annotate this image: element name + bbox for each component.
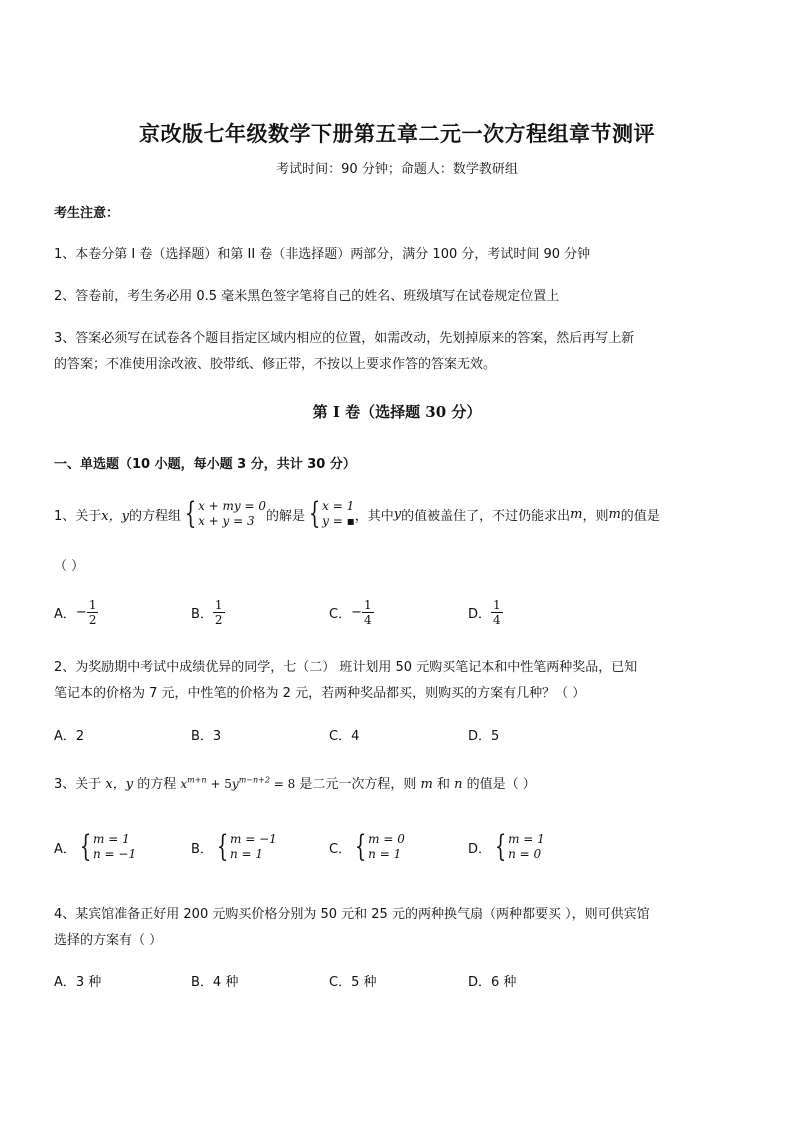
option-label: B． — [191, 841, 213, 857]
q3-equals: = 8 — [269, 777, 296, 791]
q2-line-2: 笔记本的价格为 7 元，中性笔的价格为 2 元，若两种奖品都买，则购买的方案有几种？（ ） — [54, 686, 586, 701]
q3-text: 3、关于 — [54, 777, 106, 792]
fraction: $\frac{1}{2}$ — [88, 598, 97, 627]
q1-vars: x，y — [101, 508, 129, 524]
q1-solution-system — [305, 496, 355, 531]
fraction: $\frac{1}{4}$ — [493, 598, 501, 627]
q1-eq1: x + my = 0 — [198, 499, 267, 513]
option-label: D． — [468, 841, 492, 857]
q1-equation-system — [181, 496, 267, 531]
q2-option-d[interactable]: D．5 — [468, 729, 500, 744]
section-title: 第 I 卷（选择题 30 分） — [312, 403, 482, 421]
q3-text: 的方程 — [133, 777, 181, 792]
notice-item-2: 2、答卷前，考生务必用 0.5 毫米黑色签字笔将自己的姓名、班级填写在试卷规定位置上 — [54, 289, 560, 304]
q3-option-b[interactable]: B． { m = −1 n = 1 — [191, 829, 277, 864]
q3-base-x: x — [180, 777, 188, 791]
brace: { — [354, 829, 367, 864]
q3-exp-2: m−n+2 — [238, 775, 270, 785]
q3-text: 和 — [432, 777, 455, 792]
option-label: C． — [329, 841, 352, 857]
notice-item-3-line-2: 的答案；不准使用涂改液、胶带纸、修正带，不按以上要求作答的答案无效。 — [54, 357, 497, 372]
q1-option-a[interactable] — [54, 598, 98, 627]
q4-option-d[interactable]: D．6 种 — [468, 975, 517, 990]
q1-text: 的值是 — [620, 508, 660, 524]
q2-option-a[interactable]: A．2 — [54, 729, 85, 744]
q2-line-1: 2、为奖励期中考试中成绩优异的同学，七（二） 班计划用 50 元购买笔记本和中性笔两种奖品，已知 — [54, 660, 638, 675]
q3-base-y: y — [231, 777, 239, 791]
q3-text: 是二元一次方程，则 — [295, 777, 421, 792]
brace: { — [494, 829, 507, 864]
option-label: B． — [191, 607, 213, 622]
q1-eq2: x + y = 3 — [198, 514, 255, 528]
q1-m: m — [608, 506, 621, 522]
q3-plus: + 5 — [206, 777, 232, 791]
q3-m: m — [420, 777, 433, 792]
option-label: D． — [468, 607, 492, 622]
q3-n: n — [454, 777, 463, 792]
q1-text: 的解是 — [266, 508, 306, 524]
q1-answer-paren: （ ） — [54, 559, 85, 574]
q1-text: 的方程组 — [128, 508, 181, 524]
q3-text: 的值是（ ） — [462, 777, 536, 792]
option-sign: − — [75, 605, 87, 620]
q3-vars: x，y — [105, 777, 134, 792]
q4-option-a[interactable]: A．3 种 — [54, 975, 102, 990]
exam-info: 考试时间：90 分钟；命题人：数学教研组 — [276, 162, 518, 177]
q3-option-c[interactable]: C． { m = 0 n = 1 — [329, 829, 405, 864]
q3-option-d[interactable]: D． { m = 1 n = 0 — [468, 829, 545, 864]
q1-sol2: y = ▪ — [322, 514, 355, 528]
brace: { — [79, 829, 92, 864]
q4-option-b[interactable]: B．4 种 — [191, 975, 239, 990]
brace: { — [184, 496, 197, 531]
option-label: C． — [329, 607, 352, 622]
q1-text: 1、关于 — [54, 508, 102, 524]
q3-option-a[interactable]: A． { m = 1 n = −1 — [54, 829, 137, 864]
q1-m: m — [570, 506, 583, 522]
q1-sol1: x = 1 — [322, 499, 355, 513]
q1-text: ，则 — [582, 508, 609, 524]
q4-line-1: 4、某宾馆准备正好用 200 元购买价格分别为 50 元和 25 元的两种换气扇（两种都要买 ），则可供宾馆 — [54, 907, 650, 922]
brace: { — [308, 496, 321, 531]
notice-item-1: 1、本卷分第 I 卷（选择题）和第 II 卷（非选择题）两部分，满分 100 分，考试时间 90 分钟 — [54, 247, 591, 262]
q3-exp-1: m+n — [187, 775, 207, 785]
q1-text: 的值被盖住了，不过仍能求出 — [401, 508, 571, 524]
q1-option-b[interactable] — [191, 598, 225, 627]
option-sign: − — [351, 605, 362, 620]
q2-option-b[interactable]: B．3 — [191, 729, 222, 744]
question-3 — [54, 773, 536, 792]
notice-item-3-line-1: 3、答案必须写在试卷各个题目指定区域内相应的位置，如需改动，先划掉原来的答案，然后再写上新 — [54, 331, 635, 346]
fraction: $\frac{1}{4}$ — [363, 598, 372, 627]
q1-option-d[interactable] — [468, 598, 503, 627]
page-title: 京改版七年级数学下册第五章二元一次方程组章节测评 — [139, 121, 655, 146]
brace: { — [216, 829, 229, 864]
q4-option-c[interactable]: C．5 种 — [329, 975, 377, 990]
part-heading: 一、单选题（10 小题，每小题 3 分，共计 30 分） — [54, 457, 356, 472]
fraction: $\frac{1}{2}$ — [214, 598, 223, 627]
q4-line-2: 选择的方案有（ ） — [54, 933, 163, 948]
question-1 — [54, 496, 660, 531]
option-label: A． — [54, 841, 76, 857]
q1-text: ，其中 — [354, 508, 394, 524]
notice-heading: 考生注意： — [54, 206, 120, 221]
q2-option-c[interactable]: C．4 — [329, 729, 360, 744]
q1-option-c[interactable] — [329, 598, 374, 627]
q1-y: y — [393, 506, 402, 522]
option-label: A． — [54, 607, 76, 622]
